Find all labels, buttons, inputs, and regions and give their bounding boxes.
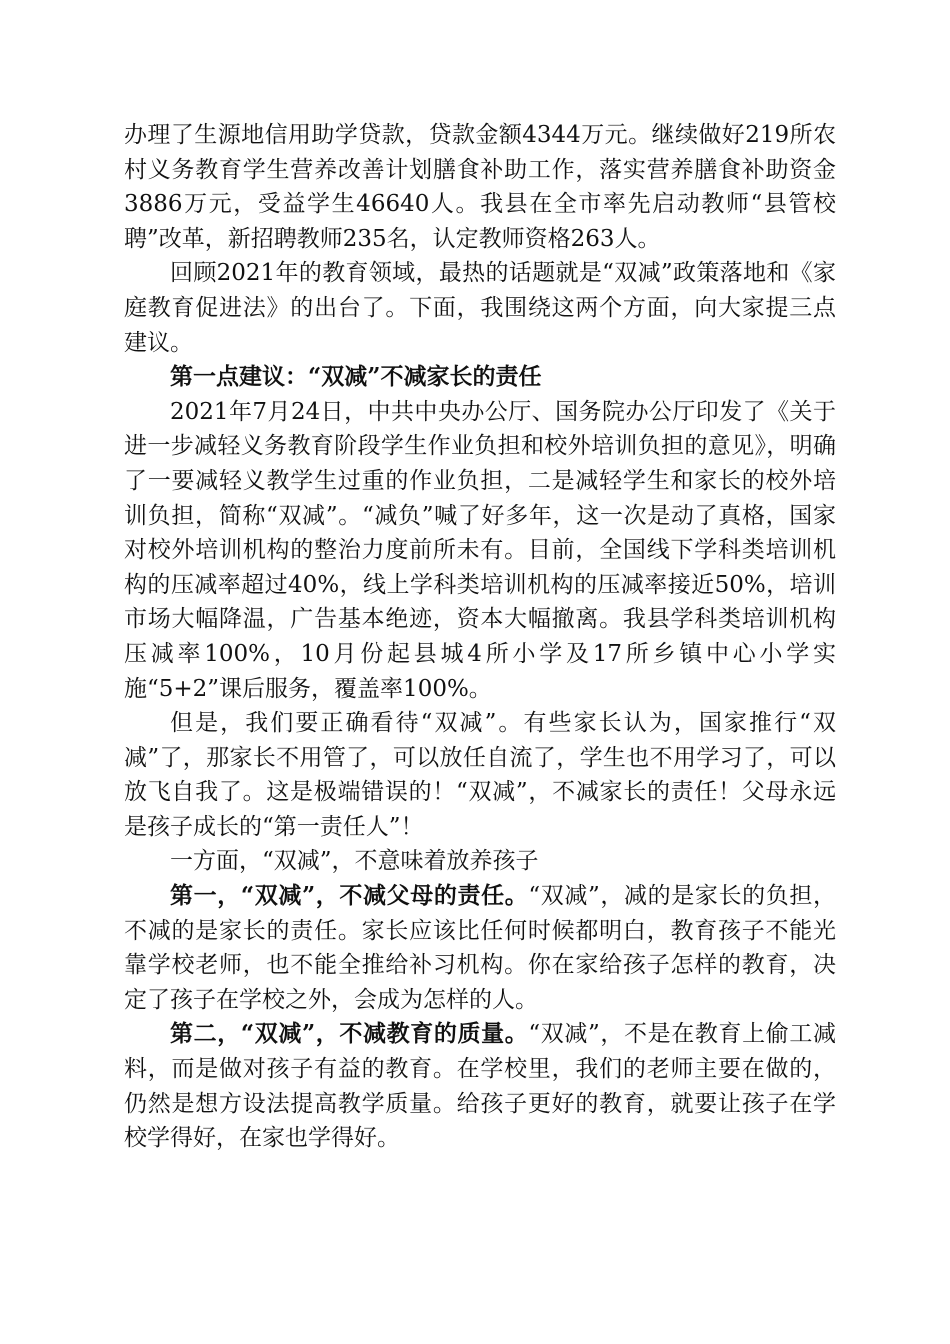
paragraph-correct-view: 但是，我们要正确看待“双减”。有些家长认为，国家推行“双减”了，那家长不用管了，可以放任自流了，学生也不用学习了，可以放飞自我了。这是极端错误的！“双减”，不减家长的责任！父母永远是孩子成长的“第一责任人”！ — [124, 710, 836, 840]
section-heading-first-suggestion: 第一点建议：“双减”不减家长的责任 — [170, 363, 542, 391]
first-point-body: “双减”，减的是家长的负担，不减的是家长的责任。家长应该比任何时候都明白，教育孩子不能光靠学校老师，也不能全推给补习机构。你在家给孩子怎样的教育，决定了孩子在学校之外，会成为怎样的人。 — [124, 883, 836, 1013]
second-point-lead: 第二，“双减”，不减教育的质量。 — [170, 1020, 529, 1048]
second-point-body: “双减”，不是在教育上偷工减料，而是做对孩子有益的教育。在学校里，我们的老师主要在做的，仍然是想方设法提高教学质量。给孩子更好的教育，就要让孩子在学校学得好，在家也学得好。 — [124, 1021, 836, 1152]
paragraph-double-reduction-policy: 2021年7月24日，中共中央办公厅、国务院办公厅印发了《关于进一步减轻义务教育阶段学生作业负担和校外培训负担的意见》，明确了一要减轻义教学生过重的作业负担，二是减轻学生和家长的校外培训负担，简称“双减”。“减负”喊了好多年，这一次是动了真格，国家对校外培训机构的整治力度前所未有。目前，全国线下学科类培训机构的压减率超过40%，线上学科类培训机构的压减率接近50%，培训市场大幅降温，广告基本绝迹，资本大幅撤离。我县学科类培训机构压减率100%，10月份起县城4所小学及17所乡镇中心小学实施“5+2”课后服务，覆盖率100%。 — [124, 398, 836, 702]
paragraph-review-2021: 回顾2021年的教育领域，最热的话题就是“双减”政策落地和《家庭教育促进法》的出台了。下面，我围绕这两个方面，向大家提三点建议。 — [124, 260, 836, 356]
paragraph-subheading-one-aspect: 一方面，“双减”，不意味着放养孩子 — [170, 848, 539, 875]
first-point-lead: 第一，“双减”，不减父母的责任。 — [170, 882, 529, 910]
document-body — [124, 118, 836, 1156]
paragraph-first-point — [124, 879, 836, 1017]
paragraph-second-point — [124, 1017, 836, 1155]
paragraph-loan-summary: 办理了生源地信用助学贷款，贷款金额4344万元。继续做好219所农村义务教育学生营养改善计划膳食补助工作，落实营养膳食补助资金3886万元，受益学生46640人。我县在全市率先启动教师“县管校聘”改革，新招聘教师235名，认定教师资格263人。 — [124, 122, 836, 252]
